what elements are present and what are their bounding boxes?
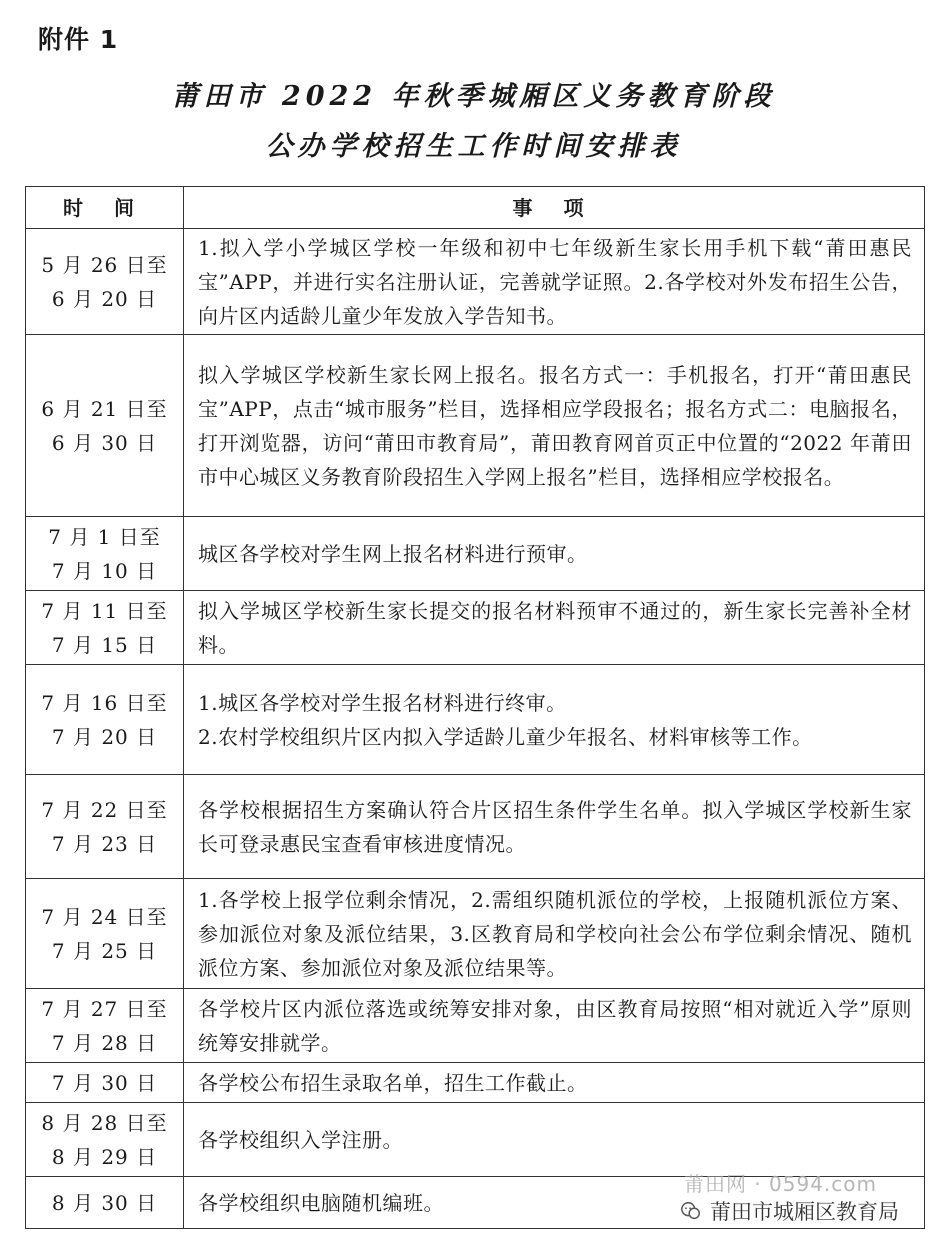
table-row	[26, 665, 925, 775]
row-item-cell	[184, 591, 925, 665]
row-item-text: 2.农村学校组织片区内拟入学适龄儿童少年报名、材料审核等工作。	[198, 724, 813, 749]
row-time-line: 7 月 11 日至	[41, 598, 168, 623]
row-time-line: 5 月 26 日至	[41, 252, 168, 277]
wechat-icon	[680, 1200, 702, 1222]
row-time-line: 7 月 15 日	[51, 632, 158, 657]
row-time-cell	[26, 665, 184, 775]
row-item-cell	[184, 1063, 925, 1103]
row-time-cell	[26, 1063, 184, 1103]
row-time-cell	[26, 517, 184, 591]
attachment-label: 附件 1	[38, 25, 119, 54]
table-row	[26, 517, 925, 591]
row-item-text: 1.城区各学校对学生报名材料进行终审。	[198, 690, 567, 715]
row-item-text: 各学校组织入学注册。	[198, 1127, 403, 1152]
row-item-text: 各学校公布招生录取名单，招生工作截止。	[198, 1070, 588, 1095]
row-item-cell	[184, 879, 925, 989]
row-item-cell	[184, 1103, 925, 1177]
row-item-text: 城区各学校对学生网上报名材料进行预审。	[198, 541, 588, 566]
row-time-line: 7 月 1 日至	[48, 524, 161, 549]
row-item-text: 各学校片区内派位落选或统筹安排对象，由区教育局按照“相对就近入学”原则统筹安排就学。	[198, 996, 912, 1055]
row-time-cell	[26, 1103, 184, 1177]
row-time-line: 6 月 20 日	[51, 286, 158, 311]
row-item-text: 1.各学校上报学位剩余情况，2.需组织随机派位的学校，上报随机派位方案、参加派位对象及派位结果，3.区教育局和学校向社会公布学位剩余情况、随机派位方案、参加派位对象及派位结果等。	[198, 887, 912, 980]
row-item-text: 1.拟入学小学城区学校一年级和初中七年级新生家长用手机下载“莆田惠民宝”APP，并进行实名注册认证，完善就学证照。2.各学校对外发布招生公告，向片区内适龄儿童少年发放入学告知书。	[198, 235, 912, 328]
row-item-text: 各学校组织电脑随机编班。	[198, 1190, 444, 1215]
row-item-cell	[184, 335, 925, 517]
schedule-table	[25, 186, 925, 1229]
row-item-text: 拟入学城区学校新生家长网上报名。报名方式一：手机报名，打开“莆田惠民宝”APP，点击“城市服务”栏目，选择相应学段报名；报名方式二：电脑报名，打开浏览器，访问“莆田市教育局”，莆田教育网首页正中位置的“2022 年莆田市中心城区义务教育阶段招生入学网上报名”栏目，选择相应学校报名。	[198, 362, 912, 489]
row-time-cell	[26, 335, 184, 517]
watermark: 莆田网 · 0594.com	[683, 1172, 877, 1196]
row-item-text: 拟入学城区学校新生家长提交的报名材料预审不通过的，新生家长完善补全材料。	[198, 598, 912, 657]
row-time-cell	[26, 1177, 184, 1229]
table-row	[26, 591, 925, 665]
row-time-cell	[26, 229, 184, 335]
row-time-line: 8 月 28 日至	[41, 1110, 168, 1135]
row-item-cell	[184, 775, 925, 879]
row-time-line: 7 月 25 日	[51, 938, 158, 963]
document-title-line-1: 莆田市 2022 年秋季城厢区义务教育阶段	[171, 81, 776, 112]
table-row	[26, 229, 925, 335]
row-time-line: 8 月 29 日	[51, 1144, 158, 1169]
wechat-account-name: 莆田市城厢区教育局	[710, 1200, 899, 1224]
row-item-cell	[184, 665, 925, 775]
row-time-line: 7 月 27 日至	[41, 996, 168, 1021]
document-title-line-2: 公办学校招生工作时间安排表	[265, 131, 682, 162]
table-row	[26, 1063, 925, 1103]
row-item-cell	[184, 229, 925, 335]
row-item-cell	[184, 517, 925, 591]
row-time-line: 7 月 20 日	[51, 724, 158, 749]
row-time-line: 7 月 30 日	[51, 1070, 158, 1095]
row-time-line: 7 月 24 日至	[41, 904, 168, 929]
table-header-row	[26, 187, 925, 229]
row-time-line: 7 月 23 日	[51, 831, 158, 856]
row-time-line: 7 月 10 日	[51, 558, 158, 583]
schedule-body	[26, 229, 925, 1229]
row-time-line: 8 月 30 日	[51, 1190, 158, 1215]
row-time-line: 7 月 22 日至	[41, 797, 168, 822]
wechat-account-mark	[680, 1196, 899, 1226]
header-items: 事 项	[184, 187, 925, 229]
table-row	[26, 1103, 925, 1177]
table-row	[26, 775, 925, 879]
row-item-cell	[184, 989, 925, 1063]
row-item-text: 各学校根据招生方案确认符合片区招生条件学生名单。拟入学城区学校新生家长可登录惠民宝查看审核进度情况。	[198, 797, 912, 856]
row-time-line: 6 月 30 日	[51, 430, 158, 455]
row-time-line: 7 月 28 日	[51, 1030, 158, 1055]
table-row	[26, 335, 925, 517]
row-time-cell	[26, 591, 184, 665]
row-time-cell	[26, 775, 184, 879]
row-time-cell	[26, 879, 184, 989]
row-time-line: 6 月 21 日至	[41, 396, 168, 421]
row-time-cell	[26, 989, 184, 1063]
table-row	[26, 879, 925, 989]
table-row	[26, 989, 925, 1063]
row-time-line: 7 月 16 日至	[41, 690, 168, 715]
header-time: 时 间	[26, 187, 184, 229]
